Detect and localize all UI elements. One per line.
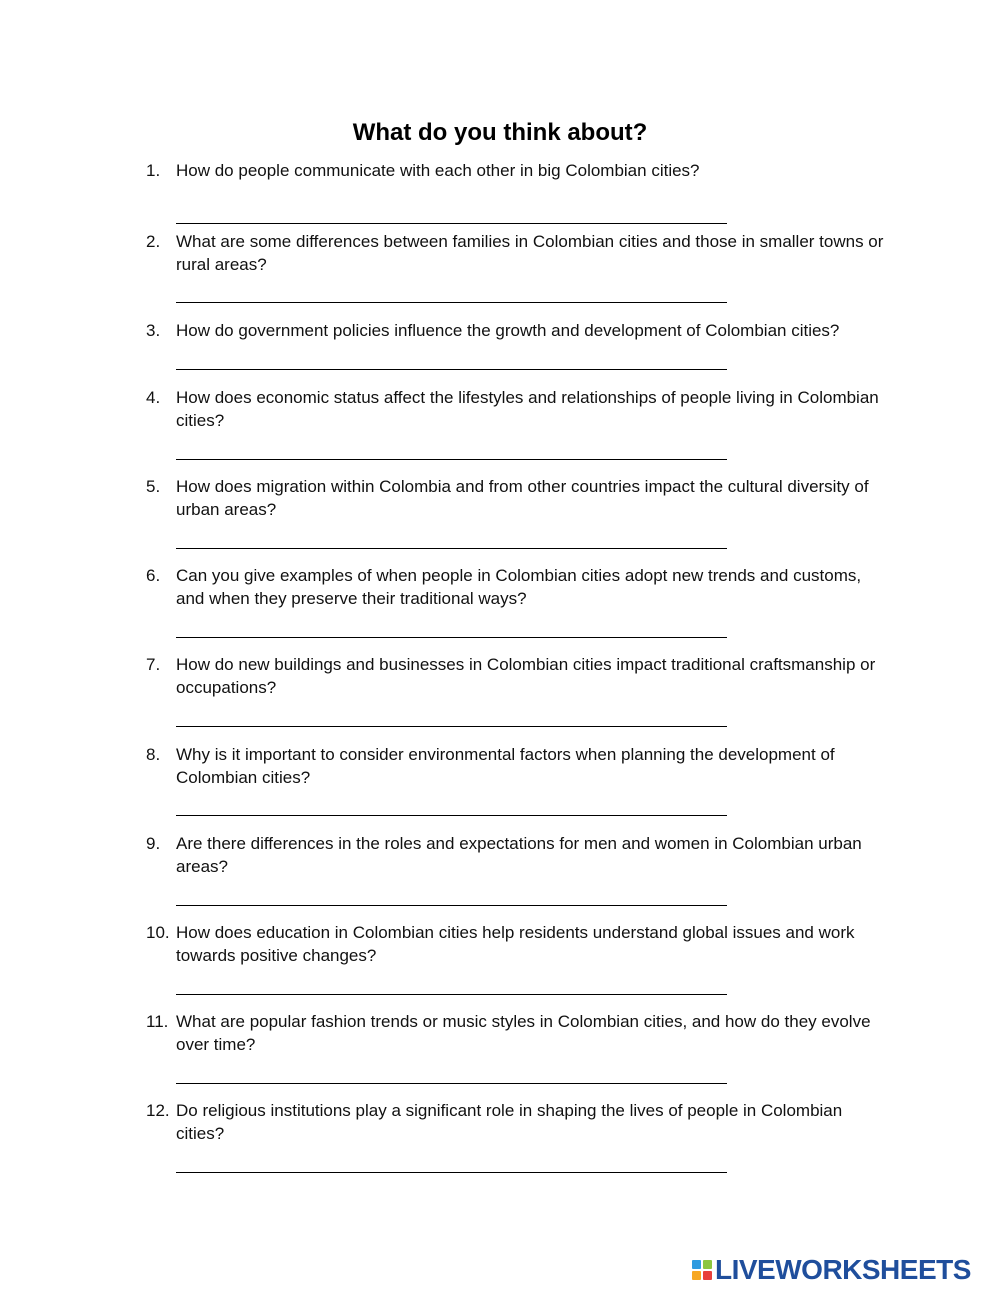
answer-line[interactable] — [176, 905, 727, 906]
question-number: 8. — [146, 745, 161, 764]
answer-line[interactable] — [176, 459, 727, 460]
answer-line[interactable] — [176, 223, 727, 224]
worksheet-title: What do you think about? — [352, 119, 648, 146]
question-text: How do government policies influence the growth and development of Colombian cities? — [176, 321, 840, 340]
question-number: 9. — [146, 834, 161, 853]
question-text: Do religious institutions play a significant role in shaping the lives of people in Colombian cities? — [176, 1101, 843, 1143]
question-number: 4. — [146, 388, 161, 407]
answer-line[interactable] — [176, 369, 727, 370]
question-number: 3. — [146, 321, 161, 340]
mark-square-blue — [692, 1260, 701, 1269]
mark-square-green — [703, 1260, 712, 1269]
question-number: 6. — [146, 566, 161, 585]
liveworksheets-mark-icon — [692, 1260, 712, 1280]
question-text: Are there differences in the roles and expectations for men and women in Colombian urban areas? — [176, 834, 862, 876]
question-text: How do people communicate with each other in big Colombian cities? — [176, 161, 700, 180]
question-text: What are popular fashion trends or music styles in Colombian cities, and how do they evolve over time? — [176, 1012, 871, 1054]
question-text: How do new buildings and businesses in Colombian cities impact traditional craftsmanship or occupations? — [176, 655, 876, 697]
question-text: How does migration within Colombia and from other countries impact the cultural diversity of urban areas? — [176, 477, 869, 519]
mark-square-orange — [692, 1271, 701, 1280]
question-number: 7. — [146, 655, 161, 674]
question-number: 11. — [146, 1012, 169, 1031]
question-number: 5. — [146, 477, 161, 496]
question-number: 12. — [146, 1101, 170, 1120]
liveworksheets-logo — [692, 1255, 971, 1285]
question-text: Can you give examples of when people in Colombian cities adopt new trends and customs, and when they preserve their traditional ways? — [176, 566, 862, 608]
answer-line[interactable] — [176, 548, 727, 549]
question-number: 10. — [146, 923, 170, 942]
answer-line[interactable] — [176, 1172, 727, 1173]
question-number: 2. — [146, 232, 161, 251]
question-text: What are some differences between families in Colombian cities and those in smaller towns or rural areas? — [176, 232, 884, 274]
question-text: How does education in Colombian cities help residents understand global issues and work towards positive changes? — [176, 923, 855, 965]
answer-line[interactable] — [176, 726, 727, 727]
answer-line[interactable] — [176, 1083, 727, 1084]
answer-line[interactable] — [176, 994, 727, 995]
answer-line[interactable] — [176, 302, 727, 303]
logo-text: LIVEWORKSHEETS — [715, 1254, 971, 1285]
mark-square-red — [703, 1271, 712, 1280]
question-text: Why is it important to consider environmental factors when planning the development of Colombian cities? — [176, 745, 835, 787]
answer-line[interactable] — [176, 815, 727, 816]
question-text: How does economic status affect the lifestyles and relationships of people living in Colombian cities? — [176, 388, 879, 430]
question-number: 1. — [146, 161, 161, 180]
answer-line[interactable] — [176, 637, 727, 638]
